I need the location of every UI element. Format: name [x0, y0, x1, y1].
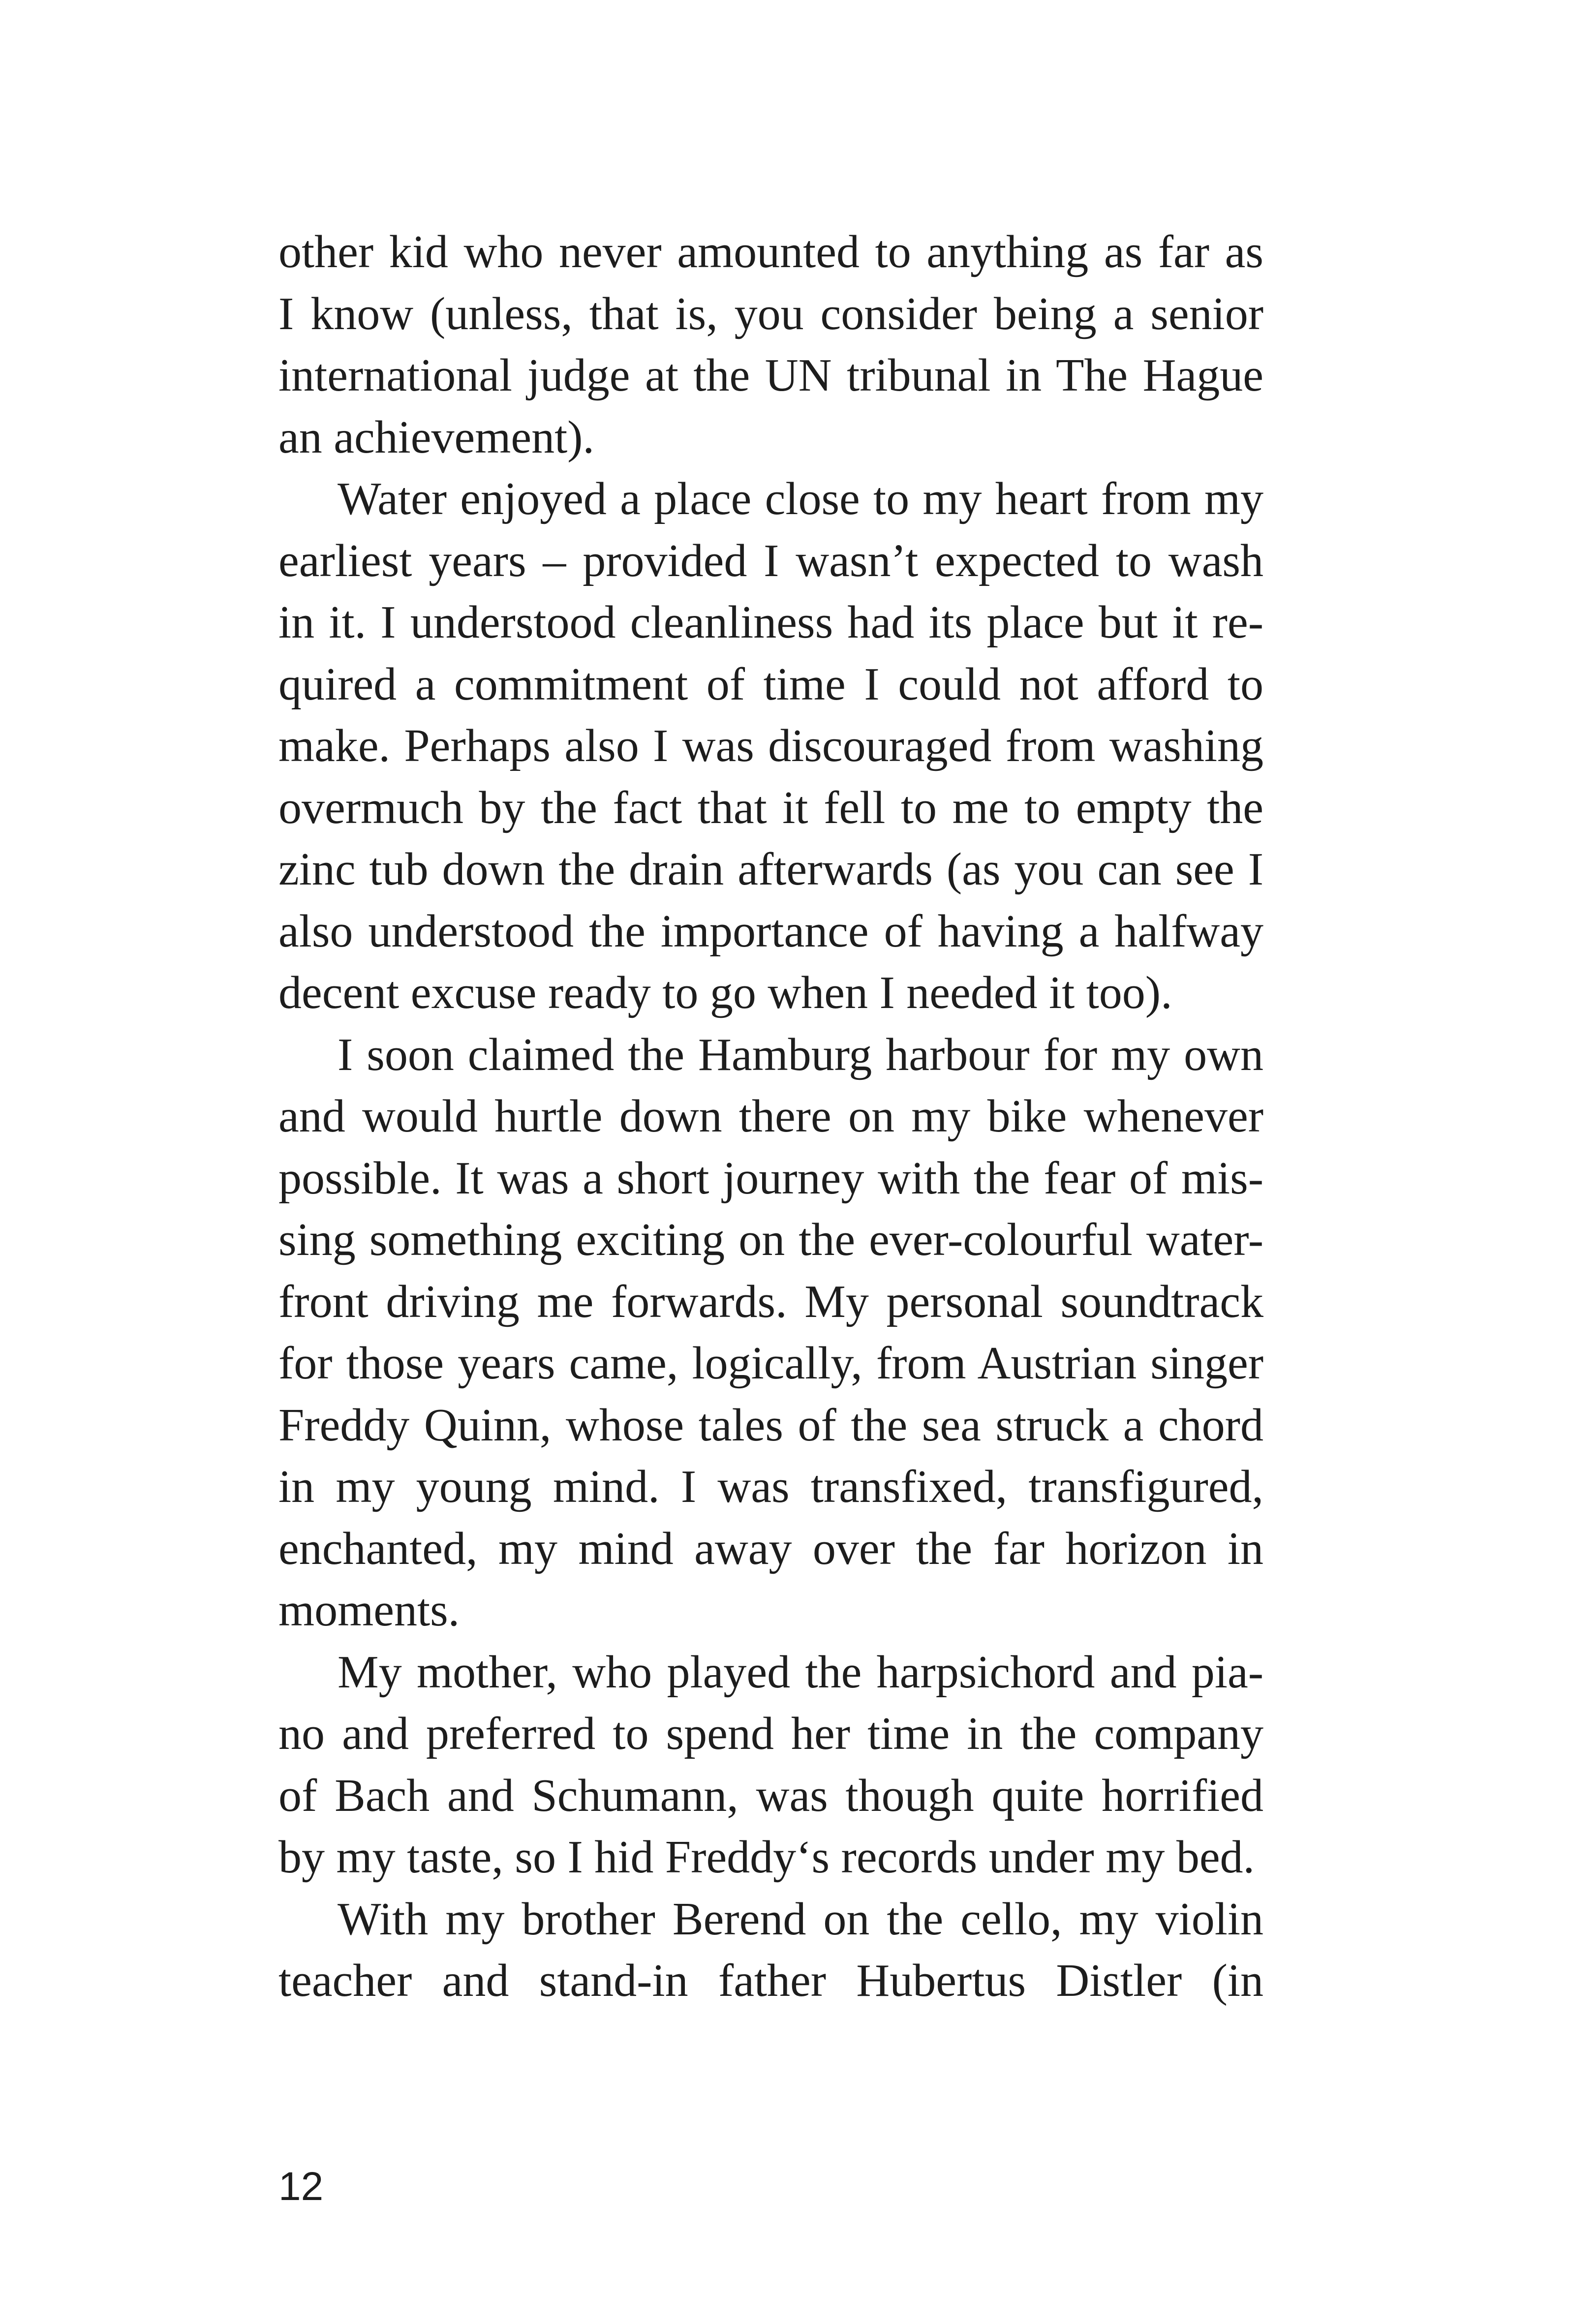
body-text: [278, 221, 1263, 2012]
text-line: in my young mind. I was transfixed, transfigured,: [278, 1461, 1263, 1512]
text-line: quired a commitment of time I could not afford to: [278, 658, 1263, 710]
text-line: an achievement).: [278, 411, 594, 463]
text-line: earliest years – provided I wasn’t expected to wash: [278, 535, 1263, 586]
paragraph: [278, 1642, 1263, 1889]
text-line: and would hurtle down there on my bike whenever: [278, 1091, 1263, 1142]
text-line: I soon claimed the Hamburg harbour for my own: [338, 1029, 1263, 1080]
text-line: also understood the importance of having a halfway: [278, 905, 1263, 957]
text-line: possible. It was a short journey with the fear of mis-: [278, 1152, 1263, 1204]
text-line: front driving me forwards. My personal soundtrack: [278, 1276, 1263, 1327]
text-line: overmuch by the fact that it fell to me to empty the: [278, 782, 1263, 833]
text-line: by my taste, so I hid Freddy‘s records under my bed.: [278, 1832, 1255, 1883]
text-line: no and preferred to spend her time in the company: [278, 1708, 1263, 1759]
text-line: My mother, who played the harpsichord and pia-: [338, 1646, 1263, 1698]
text-line: Water enjoyed a place close to my heart from my: [338, 473, 1263, 524]
paragraph: [278, 468, 1263, 1024]
text-line: moments.: [278, 1585, 460, 1636]
text-line: I know (unless, that is, you consider being a senior: [278, 288, 1263, 339]
page-number: 12: [278, 2164, 324, 2209]
paragraph: [278, 221, 1263, 468]
text-line: for those years came, logically, from Austrian singer: [278, 1338, 1263, 1389]
text-line: teacher and stand-in father Hubertus Distler (in: [278, 1955, 1263, 2006]
text-line: in it. I understood cleanliness had its place but it re-: [278, 597, 1263, 648]
paragraph: [278, 1024, 1263, 1642]
text-line: of Bach and Schumann, was though quite horrified: [278, 1770, 1263, 1821]
paragraph: [278, 1889, 1263, 2012]
text-line: Freddy Quinn, whose tales of the sea struck a chord: [278, 1399, 1263, 1451]
text-line: enchanted, my mind away over the far horizon in: [278, 1523, 1263, 1574]
text-line: zinc tub down the drain afterwards (as you can see I: [278, 844, 1263, 895]
text-line: With my brother Berend on the cello, my violin: [338, 1893, 1263, 1945]
text-line: other kid who never amounted to anything as far as: [278, 226, 1263, 277]
text-line: make. Perhaps also I was discouraged from washing: [278, 720, 1263, 771]
text-line: sing something exciting on the ever-colourful water-: [278, 1214, 1263, 1265]
text-line: decent excuse ready to go when I needed it too).: [278, 967, 1172, 1018]
text-line: international judge at the UN tribunal in The Hague: [278, 350, 1263, 401]
